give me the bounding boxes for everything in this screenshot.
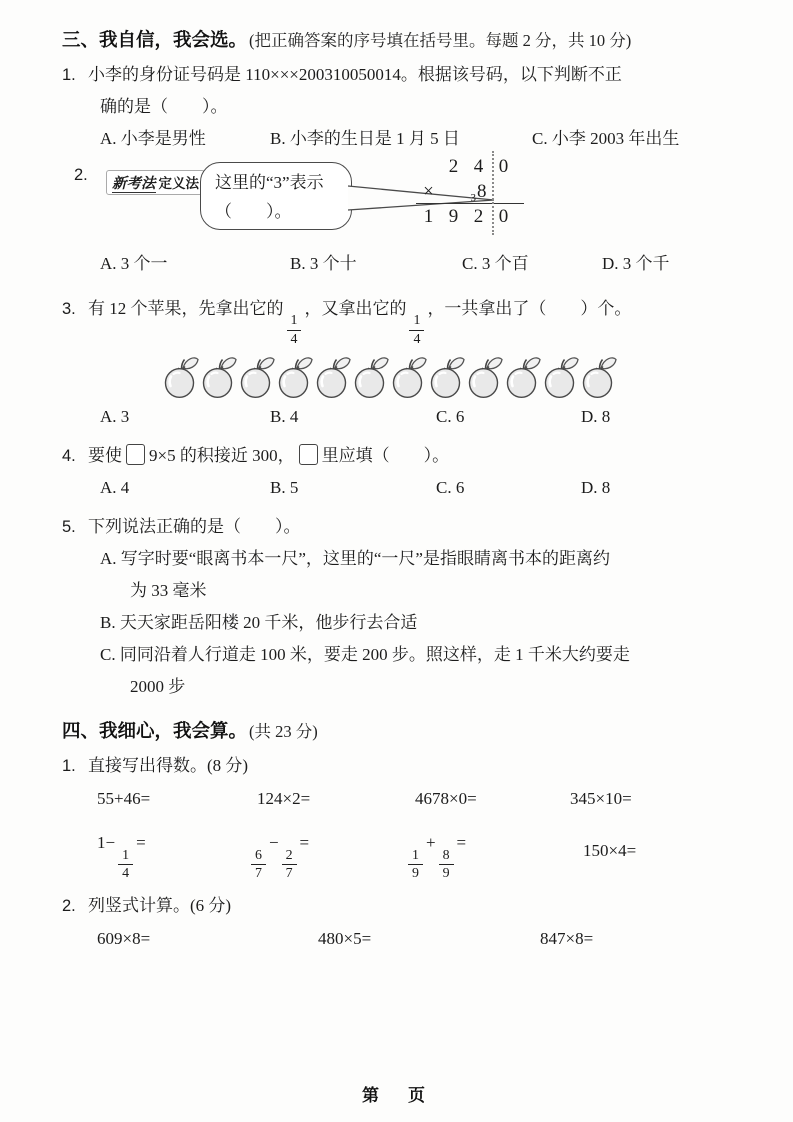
bubble-text-line1: 这里的“3”表示 <box>215 173 324 192</box>
section3-title: 三、我自信，我会选。 <box>62 29 248 50</box>
question-1-options <box>100 123 743 155</box>
question-5 <box>62 511 743 703</box>
speech-bubble <box>200 162 352 230</box>
fraction: $\frac{1}{9}$ <box>408 847 423 883</box>
fraction: $\frac{1}{4}$ <box>118 847 133 883</box>
apple-icon <box>276 354 314 399</box>
question-4-text-2: 9×5 的积接近 300， <box>149 446 295 466</box>
question-3-options <box>100 401 743 433</box>
column-calc-row <box>97 922 743 956</box>
option-b: B. 4 <box>270 407 299 427</box>
subquestion-1-number: 1. <box>62 757 76 776</box>
apple-icon <box>542 354 580 399</box>
option-d: D. 3 个千 <box>602 254 670 273</box>
question-1 <box>62 59 743 155</box>
fraction-one-fourth: $\frac{1}{4}$ <box>409 312 424 348</box>
question-3-text-1: 有 12 个苹果，先拿出它的 <box>88 299 284 318</box>
subquestion-2-label: 2. 列竖式计算。(6 分) <box>62 890 743 922</box>
option-c: C. 3 个百 <box>462 254 529 273</box>
fraction-one-fourth: $\frac{1}{4}$ <box>287 312 302 348</box>
question-4-stem <box>62 440 743 472</box>
place-value-dotted-line <box>492 151 494 235</box>
apple-icon <box>352 354 390 399</box>
apples-row <box>162 354 743 399</box>
digit: 0 <box>498 156 509 177</box>
calc-item: $\frac{1}{9}$ + $\frac{8}{9}$ = <box>405 820 583 882</box>
apple-icon <box>200 354 238 399</box>
calc-item: 4678×0= <box>415 789 477 809</box>
question-1-number: 1. <box>62 66 76 84</box>
digit: 9 <box>448 206 459 227</box>
apple-icon <box>504 354 542 399</box>
question-4 <box>62 440 743 504</box>
times-sign: × <box>423 181 434 202</box>
option-b: B. 小李的生日是 1 月 5 日 <box>270 129 460 148</box>
oral-calc-row-2 <box>97 820 743 882</box>
fraction: $\frac{2}{7}$ <box>282 847 297 883</box>
digit: 1 <box>423 206 434 227</box>
option-a: A. 3 个一 <box>100 254 168 273</box>
calc-item: 1− $\frac{1}{4}$ = <box>97 833 146 882</box>
question-5-text: 下列说法正确的是（ ）。 <box>88 517 301 537</box>
question-5-number: 5. <box>62 518 76 537</box>
question-2-options <box>100 248 743 280</box>
option-c-line2: 2000 步 <box>130 677 186 697</box>
calc-item: 847×8= <box>540 928 594 948</box>
section4-note: (共 23 分) <box>249 722 318 742</box>
blank-box <box>126 444 145 465</box>
mult-row-top <box>416 154 524 179</box>
option-a: A. 4 <box>100 478 130 498</box>
section4-title: 四、我细心，我会算。 <box>62 720 248 742</box>
carry-digit: 3 <box>470 192 476 204</box>
calc-item: 124×2= <box>257 789 311 809</box>
apple-icon <box>466 354 504 399</box>
badge-new-label: 新考法 <box>112 176 156 192</box>
question-4-text-1: 要使 <box>88 446 122 466</box>
option-a: A. 3 <box>100 407 130 427</box>
mult-row-result <box>416 204 524 229</box>
digit: 0 <box>498 206 509 227</box>
question-1-stem <box>62 59 743 91</box>
calc-item: $\frac{6}{7}$ − $\frac{2}{7}$ = <box>248 820 405 882</box>
option-c: C. 小李 2003 年出生 <box>532 129 680 148</box>
blank-box <box>299 444 318 465</box>
calc-item: 480×5= <box>318 928 372 948</box>
question-5-stem <box>62 511 743 543</box>
section4-question-2 <box>62 890 743 956</box>
digit: 2 <box>448 156 459 177</box>
option-a-line1: A. 写字时要“眼离书本一尺”，这里的“一尺”是指眼睛离书本的距离约 <box>100 549 610 569</box>
question-1-text-line2: 确的是（ ）。 <box>100 97 228 116</box>
section3-header <box>62 26 743 52</box>
question-3-text-2: ，又拿出它的 <box>304 299 407 318</box>
option-b: B. 天天家距岳阳楼 20 千米，他步行去合适 <box>100 613 418 633</box>
apple-icon <box>162 354 200 399</box>
question-3-stem <box>62 287 743 348</box>
question-2 <box>62 156 743 280</box>
apple-icon <box>390 354 428 399</box>
question-4-text-3: 里应填（ ）。 <box>321 446 450 466</box>
option-d: D. 8 <box>581 407 611 427</box>
apple-icon <box>428 354 466 399</box>
new-method-badge <box>106 170 205 195</box>
calc-item: 609×8= <box>97 928 151 948</box>
option-d: D. 8 <box>581 478 611 498</box>
option-a: A. 小李是男性 <box>100 129 206 148</box>
multiplier-digit: 8 <box>477 181 487 202</box>
apple-icon <box>314 354 352 399</box>
section4-question-1 <box>62 750 743 882</box>
vertical-multiplication <box>416 154 524 229</box>
badge-method-label: 定义法 <box>158 176 199 191</box>
apple-icon <box>238 354 276 399</box>
question-3-text-3: ，一共拿出了（ ）个。 <box>427 299 632 318</box>
section3-note: (把正确答案的序号填在括号里。每题 2 分，共 10 分) <box>249 31 632 50</box>
bubble-text-line2: （ ）。 <box>215 202 292 221</box>
option-c: C. 6 <box>436 478 465 498</box>
calc-item: 55+46= <box>97 789 151 809</box>
calc-item: 150×4= <box>583 841 637 861</box>
question-3-number: 3. <box>62 300 76 318</box>
apple-icon <box>580 354 618 399</box>
option-c: C. 6 <box>436 407 465 427</box>
page-footer: 第 页 <box>362 1086 431 1105</box>
option-b: B. 3 个十 <box>290 254 357 273</box>
question-4-number: 4. <box>62 447 76 466</box>
fraction: $\frac{8}{9}$ <box>439 847 454 883</box>
option-b: B. 5 <box>270 478 299 498</box>
option-a-line2: 为 33 毫米 <box>130 581 207 601</box>
question-4-options <box>100 472 743 504</box>
question-1-text-line1: 小李的身份证号码是 110×××200310050014。根据该号码，以下判断不正 <box>88 65 622 84</box>
question-2-graphic <box>74 156 743 248</box>
digit: 2 <box>473 206 484 227</box>
subquestion-2-number: 2. <box>62 896 76 915</box>
question-2-number: 2. <box>74 166 88 184</box>
option-c-line1: C. 同同沿着人行道走 100 米，要走 200 步。照这样，走 1 千米大约要走 <box>100 645 630 665</box>
calc-item: 345×10= <box>570 789 632 809</box>
oral-calc-row-1 <box>97 782 743 816</box>
section4-header <box>62 717 743 743</box>
fraction: $\frac{6}{7}$ <box>251 847 266 883</box>
mult-row-operator <box>416 179 524 204</box>
subquestion-1-label: 1. 直接写出得数。(8 分) <box>62 750 743 782</box>
question-3 <box>62 287 743 433</box>
digit: 4 <box>473 156 484 177</box>
